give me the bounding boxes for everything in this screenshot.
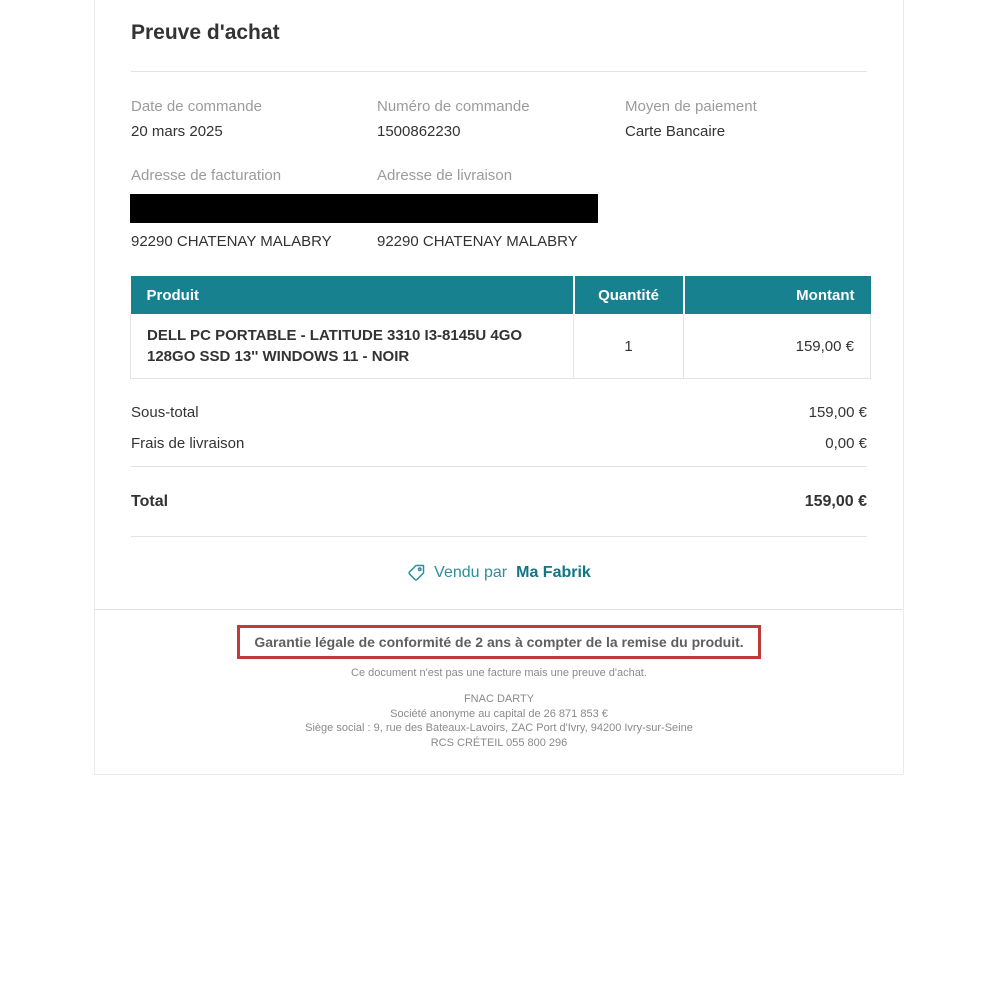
purchase-proof-card (94, 0, 904, 775)
payment-method-value: Carte Bancaire (625, 123, 726, 140)
items-table (130, 276, 871, 379)
billing-address-label: Adresse de facturation (131, 167, 282, 184)
totals-divider (131, 466, 867, 467)
address-cities-row (131, 232, 867, 252)
card-footer-section (95, 609, 903, 774)
quantity-cell: 1 (574, 314, 684, 379)
amount-cell: 159,00 € (684, 314, 871, 379)
subtotal-row (131, 404, 867, 421)
redacted-address-bar (130, 194, 598, 223)
grand-total-row (131, 492, 867, 512)
payment-method-field (625, 97, 867, 142)
grand-total-divider (131, 536, 867, 537)
company-name: FNAC DARTY (463, 693, 535, 705)
seller-prefix: Vendu par (434, 564, 508, 581)
order-number-value: 1500862230 (377, 123, 461, 140)
card-main-section (95, 0, 903, 609)
seller-name-link[interactable]: Ma Fabrik (516, 564, 591, 581)
order-date-field (131, 97, 377, 142)
page-title: Preuve d'achat (131, 21, 280, 44)
billing-city: 92290 CHATENAY MALABRY (131, 233, 332, 250)
order-info-grid (131, 97, 867, 142)
subtotal-label: Sous-total (131, 404, 199, 421)
product-column-header: Produit (131, 276, 574, 314)
totals-section (131, 404, 867, 452)
order-date-value: 20 mars 2025 (131, 123, 223, 140)
shipping-fee-row (131, 435, 867, 452)
quantity-column-header: Quantité (574, 276, 684, 314)
seller-row (131, 563, 867, 583)
company-capital: Société anonyme au capital de 26 871 853 € (390, 707, 608, 720)
subtotal-value: 159,00 € (808, 404, 867, 421)
shipping-city: 92290 CHATENAY MALABRY (377, 233, 578, 250)
order-number-field (377, 97, 625, 142)
shipping-fee-label: Frais de livraison (131, 435, 245, 452)
tag-icon (407, 564, 425, 582)
order-number-label: Numéro de commande (377, 98, 530, 115)
items-table-header-row (131, 276, 871, 314)
address-labels-row (131, 166, 867, 186)
company-info-block (131, 692, 867, 750)
amount-column-header: Montant (684, 276, 871, 314)
table-row (131, 314, 871, 379)
company-rcs: RCS CRÉTEIL 055 800 296 (430, 736, 568, 749)
title-divider (131, 71, 867, 72)
payment-method-label: Moyen de paiement (625, 98, 757, 115)
grand-total-label: Total (131, 493, 169, 510)
order-date-label: Date de commande (131, 98, 262, 115)
disclaimer-text: Ce document n'est pas une facture mais une preuve d'achat. (351, 667, 647, 679)
grand-total-value: 159,00 € (804, 493, 867, 510)
product-name-cell: DELL PC PORTABLE - LATITUDE 3310 I3-8145U 4GO 128GO SSD 13'' WINDOWS 11 - NOIR (131, 314, 574, 379)
shipping-address-label: Adresse de livraison (377, 167, 513, 184)
shipping-fee-value: 0,00 € (825, 435, 867, 452)
company-address: Siège social : 9, rue des Bateaux-Lavoirs, ZAC Port d'Ivry, 94200 Ivry-sur-Seine (305, 722, 693, 734)
warranty-highlight-box: Garantie légale de conformité de 2 ans à compter de la remise du produit. (237, 625, 760, 659)
